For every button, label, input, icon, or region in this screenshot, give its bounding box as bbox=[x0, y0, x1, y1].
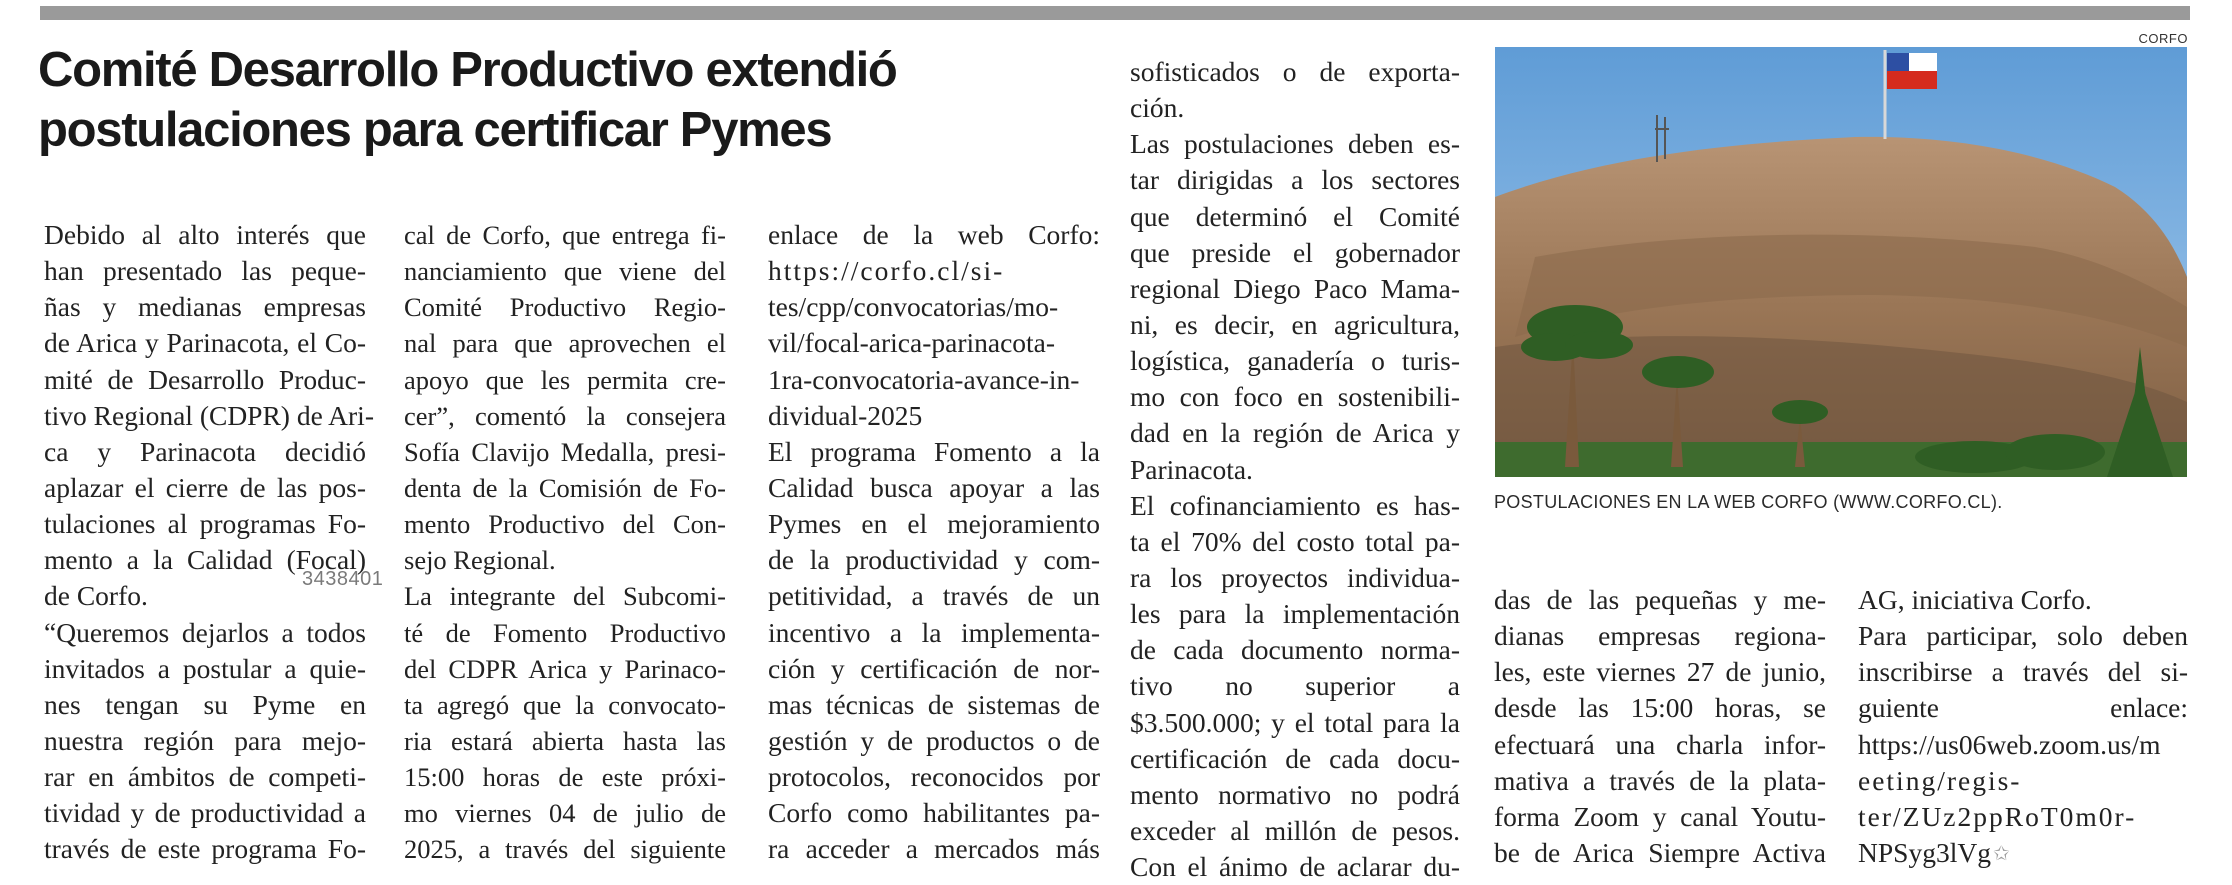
article-line: Pymes en el mejoramiento bbox=[768, 508, 1100, 540]
article-line: mento normativo no podrá bbox=[1130, 778, 1460, 810]
article-line: de Arica y Parinacota, el Co- bbox=[44, 327, 366, 359]
article-line: mo viernes 04 de julio de bbox=[404, 798, 726, 829]
article-line: Las postulaciones deben es- bbox=[1130, 128, 1460, 160]
clip-id-stamp: 3438401 bbox=[302, 568, 384, 590]
article-line: ñas y medianas empresas bbox=[44, 291, 366, 323]
article-column-6 bbox=[1858, 582, 2188, 871]
article-line: petitividad, a través de un bbox=[768, 580, 1100, 612]
article-column-2 bbox=[404, 217, 726, 868]
article-line: dividual-2025 bbox=[768, 399, 923, 431]
article-line: https://corfo.cl/si- bbox=[768, 255, 1005, 287]
article-line: ta agregó que la convocato- bbox=[404, 689, 726, 720]
article-line: La integrante del Subcomi- bbox=[404, 581, 726, 612]
article-line: $3.500.000; y el total para la bbox=[1130, 706, 1460, 738]
article-line: guiente enlace: bbox=[1858, 692, 2188, 724]
article-line: nanciamiento que viene del bbox=[404, 256, 726, 287]
article-line: eeting/regis- bbox=[1858, 764, 2022, 796]
article-line: tes/cpp/convocatorias/mo- bbox=[768, 291, 1059, 323]
article-line: de Corfo. bbox=[44, 580, 148, 612]
article-line: El programa Fomento a la bbox=[768, 435, 1100, 467]
article-column-1 bbox=[44, 217, 374, 868]
article-column-3 bbox=[768, 217, 1100, 868]
article-line: tulaciones al programas Fo- bbox=[44, 508, 366, 540]
article-line: Con el ánimo de aclarar du- bbox=[1130, 851, 1460, 883]
article-line: https://us06web.zoom.us/m bbox=[1858, 728, 2161, 760]
article-line: mento Productivo del Con- bbox=[404, 509, 726, 540]
article-line: tividad y de productividad a bbox=[44, 797, 366, 829]
article-line: tivo Regional (CDPR) de Ari- bbox=[44, 399, 374, 431]
photo-morro-de-arica bbox=[1495, 47, 2187, 477]
article-line: Corfo como habilitantes pa- bbox=[768, 797, 1100, 829]
article-line: de cada documento norma- bbox=[1130, 634, 1460, 666]
article-line: mo con foco en sostenibili- bbox=[1130, 381, 1460, 413]
article-line: del CDPR Arica y Parinaco- bbox=[404, 653, 726, 684]
article-line: “Queremos dejarlos a todos bbox=[44, 616, 366, 648]
star-end-mark-icon: ✩ bbox=[1992, 840, 2010, 865]
article-line: les para la implementación bbox=[1130, 598, 1460, 630]
article-line: ra los proyectos individua- bbox=[1130, 561, 1460, 593]
headline-line-1: Comité Desarrollo Productivo extendió bbox=[38, 43, 897, 97]
photo-credit: CORFO bbox=[2138, 31, 2188, 46]
article-line: han presentado las peque- bbox=[44, 255, 366, 287]
article-line: cal de Corfo, que entrega fi- bbox=[404, 220, 726, 250]
article-line: ria estará abierta hasta las bbox=[404, 725, 726, 756]
photo-caption: POSTULACIONES EN LA WEB CORFO (WWW.CORFO.CL). bbox=[1494, 492, 2003, 512]
article-column-5 bbox=[1494, 582, 1826, 871]
article-line: forma Zoom y canal Youtu- bbox=[1494, 800, 1826, 832]
article-line: enlace de la web Corfo: bbox=[768, 219, 1100, 250]
article-line: mento a la Calidad (Focal) bbox=[44, 544, 366, 576]
article-line: sejo Regional. bbox=[404, 545, 556, 576]
article-line: mité de Desarrollo Produc- bbox=[44, 363, 366, 395]
article-line: 1ra-convocatoria-avance-in- bbox=[768, 363, 1080, 395]
article-line: de la productividad y com- bbox=[768, 544, 1100, 576]
article-line: ción y certificación de nor- bbox=[768, 652, 1100, 684]
article-column-4 bbox=[1130, 54, 1460, 885]
article-line: regional Diego Paco Mama- bbox=[1130, 272, 1460, 304]
article-line: Debido al alto interés que bbox=[44, 219, 366, 250]
article-line: be de Arica Siempre Activa bbox=[1494, 836, 1826, 868]
article-line: dad en la región de Arica y bbox=[1130, 417, 1460, 449]
article-line: Comité Productivo Regio- bbox=[404, 292, 726, 323]
article-line: través de este programa Fo- bbox=[44, 833, 366, 865]
article-line: apoyo que les permita cre- bbox=[404, 364, 726, 395]
article-line: logística, ganadería o turis- bbox=[1130, 345, 1460, 377]
article-line: AG, iniciativa Corfo. bbox=[1858, 584, 2092, 615]
article-line: nuestra región para mejo- bbox=[44, 724, 366, 756]
article-line: cer”, comentó la consejera bbox=[404, 400, 726, 431]
article-line: El cofinanciamiento es has- bbox=[1130, 489, 1460, 521]
article-line: NPSyg3lVg ✩ bbox=[1858, 835, 2188, 871]
article-line: Calidad busca apoyar a las bbox=[768, 471, 1100, 503]
article-line: aplazar el cierre de las pos- bbox=[44, 471, 366, 503]
article-line: tar dirigidas a los sectores bbox=[1130, 164, 1460, 196]
article-line: nal para que aprovechen el bbox=[404, 328, 726, 359]
article-line: protocolos, reconocidos por bbox=[768, 761, 1100, 793]
article-line: les, este viernes 27 de junio, bbox=[1494, 656, 1826, 688]
article-line: ta el 70% del costo total pa- bbox=[1130, 525, 1460, 557]
article-line: inscribirse a través del si- bbox=[1858, 656, 2188, 688]
article-line: que preside el gobernador bbox=[1130, 236, 1460, 268]
article-line: invitados a postular a quie- bbox=[44, 652, 366, 684]
headline-line-2: postulaciones para certificar Pymes bbox=[38, 103, 832, 157]
article-line: efectuará una charla infor- bbox=[1494, 728, 1826, 760]
article-line: gestión y de productos o de bbox=[768, 724, 1100, 756]
article-line: mas técnicas de sistemas de bbox=[768, 688, 1100, 720]
article-line: Para participar, solo deben bbox=[1858, 620, 2188, 652]
top-rule bbox=[40, 6, 2190, 20]
article-line: 2025, a través del siguiente bbox=[404, 834, 726, 865]
article-line: mativa a través de la plata- bbox=[1494, 764, 1826, 796]
article-line: ra acceder a mercados más bbox=[768, 833, 1100, 865]
article-line: té de Fomento Productivo bbox=[404, 617, 726, 648]
article-line: tivo no superior a bbox=[1130, 670, 1460, 702]
article-line: desde las 15:00 horas, se bbox=[1494, 692, 1826, 724]
article-line: ca y Parinacota decidió bbox=[44, 435, 366, 467]
article-line: exceder al millón de pesos. bbox=[1130, 814, 1460, 846]
article-line: sofisticados o de exporta- bbox=[1130, 56, 1460, 87]
article-line: ni, es decir, en agricultura, bbox=[1130, 308, 1460, 340]
article-line: incentivo a la implementa- bbox=[768, 616, 1100, 648]
article-line: que determinó el Comité bbox=[1130, 200, 1460, 232]
article-line: ter/ZUz2ppRoT0m0r- bbox=[1858, 800, 2137, 832]
article-line: denta de la Comisión de Fo- bbox=[404, 472, 726, 503]
article-line: vil/focal-arica-parinacota- bbox=[768, 327, 1056, 359]
article-line: nes tengan su Pyme en bbox=[44, 688, 366, 720]
article-line: rar en ámbitos de competi- bbox=[44, 761, 366, 793]
article-line: 15:00 horas de este próxi- bbox=[404, 762, 726, 793]
article-line: Parinacota. bbox=[1130, 453, 1253, 485]
article-line: certificación de cada docu- bbox=[1130, 742, 1460, 774]
article-line: das de las pequeñas y me- bbox=[1494, 584, 1826, 615]
article-line: Sofía Clavijo Medalla, presi- bbox=[404, 436, 726, 467]
headline bbox=[38, 40, 1098, 160]
article-line: dianas empresas regiona- bbox=[1494, 620, 1826, 652]
article-line: ción. bbox=[1130, 92, 1185, 124]
